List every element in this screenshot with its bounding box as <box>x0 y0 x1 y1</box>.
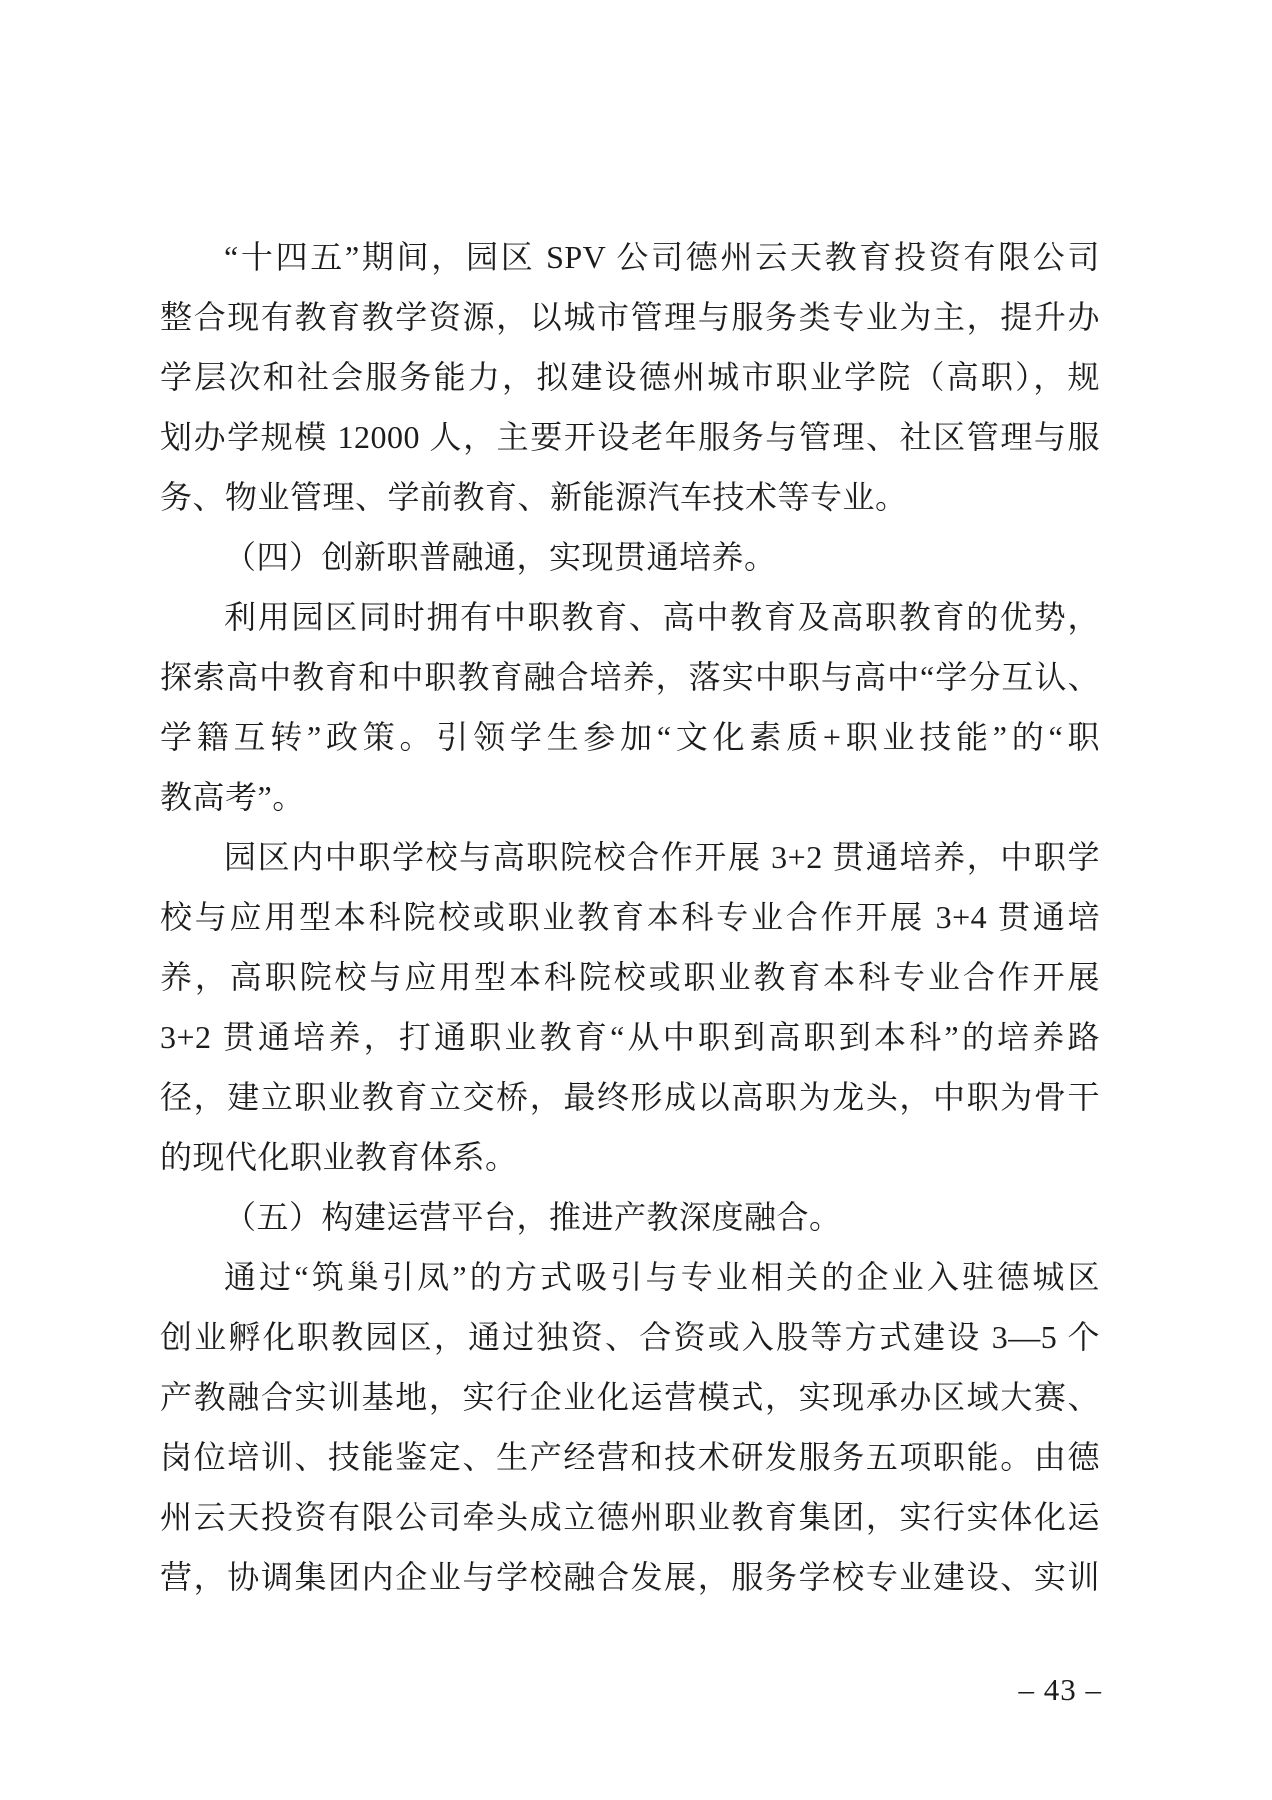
text-line: 园区内中职学校与高职院校合作开展 3+2 贯通培养，中职学 <box>224 839 1100 875</box>
text-line: 创业孵化职教园区，通过独资、合资或入股等方式建设 3—5 个 <box>160 1319 1100 1355</box>
text-line: 整合现有教育教学资源，以城市管理与服务类专业为主，提升办 <box>160 299 1100 335</box>
text-body <box>160 227 1100 1607</box>
text-line: （四）创新职普融通，实现贯通培养。 <box>224 539 777 575</box>
text-line: 学层次和社会服务能力，拟建设德州城市职业学院（高职），规 <box>160 359 1100 395</box>
text-line: 划办学规模 12000 人，主要开设老年服务与管理、社区管理与服 <box>160 419 1100 455</box>
text-line: 校与应用型本科院校或职业教育本科专业合作开展 3+4 贯通培 <box>160 899 1100 935</box>
page-number: – 43 – <box>1018 1672 1102 1707</box>
text-line: 探索高中教育和中职教育融合培养，落实中职与高中“学分互认、 <box>160 659 1100 695</box>
text-line: 务、物业管理、学前教育、新能源汽车技术等专业。 <box>160 479 908 515</box>
text-line: （五）构建运营平台，推进产教深度融合。 <box>224 1199 842 1235</box>
text-line: 产教融合实训基地，实行企业化运营模式，实现承办区域大赛、 <box>160 1379 1100 1415</box>
text-line: 通过“筑巢引凤”的方式吸引与专业相关的企业入驻德城区 <box>224 1259 1100 1295</box>
text-line: 州云天投资有限公司牵头成立德州职业教育集团，实行实体化运 <box>160 1499 1100 1535</box>
text-line: 营，协调集团内企业与学校融合发展，服务学校专业建设、实训 <box>160 1559 1100 1595</box>
text-line: 径，建立职业教育立交桥，最终形成以高职为龙头，中职为骨干 <box>160 1079 1100 1115</box>
text-line: 学籍互转”政策。引领学生参加“文化素质+职业技能”的“职 <box>160 719 1100 755</box>
text-line: “十四五”期间，园区 SPV 公司德州云天教育投资有限公司 <box>224 239 1100 275</box>
text-line: 岗位培训、技能鉴定、生产经营和技术研发服务五项职能。由德 <box>160 1439 1100 1475</box>
text-line: 利用园区同时拥有中职教育、高中教育及高职教育的优势， <box>224 599 1100 635</box>
text-line: 3+2 贯通培养，打通职业教育“从中职到高职到本科”的培养路 <box>160 1019 1100 1055</box>
text-line: 教高考”。 <box>160 779 305 815</box>
text-line: 的现代化职业教育体系。 <box>160 1139 518 1175</box>
text-line: 养，高职院校与应用型本科院校或职业教育本科专业合作开展 <box>160 959 1100 995</box>
